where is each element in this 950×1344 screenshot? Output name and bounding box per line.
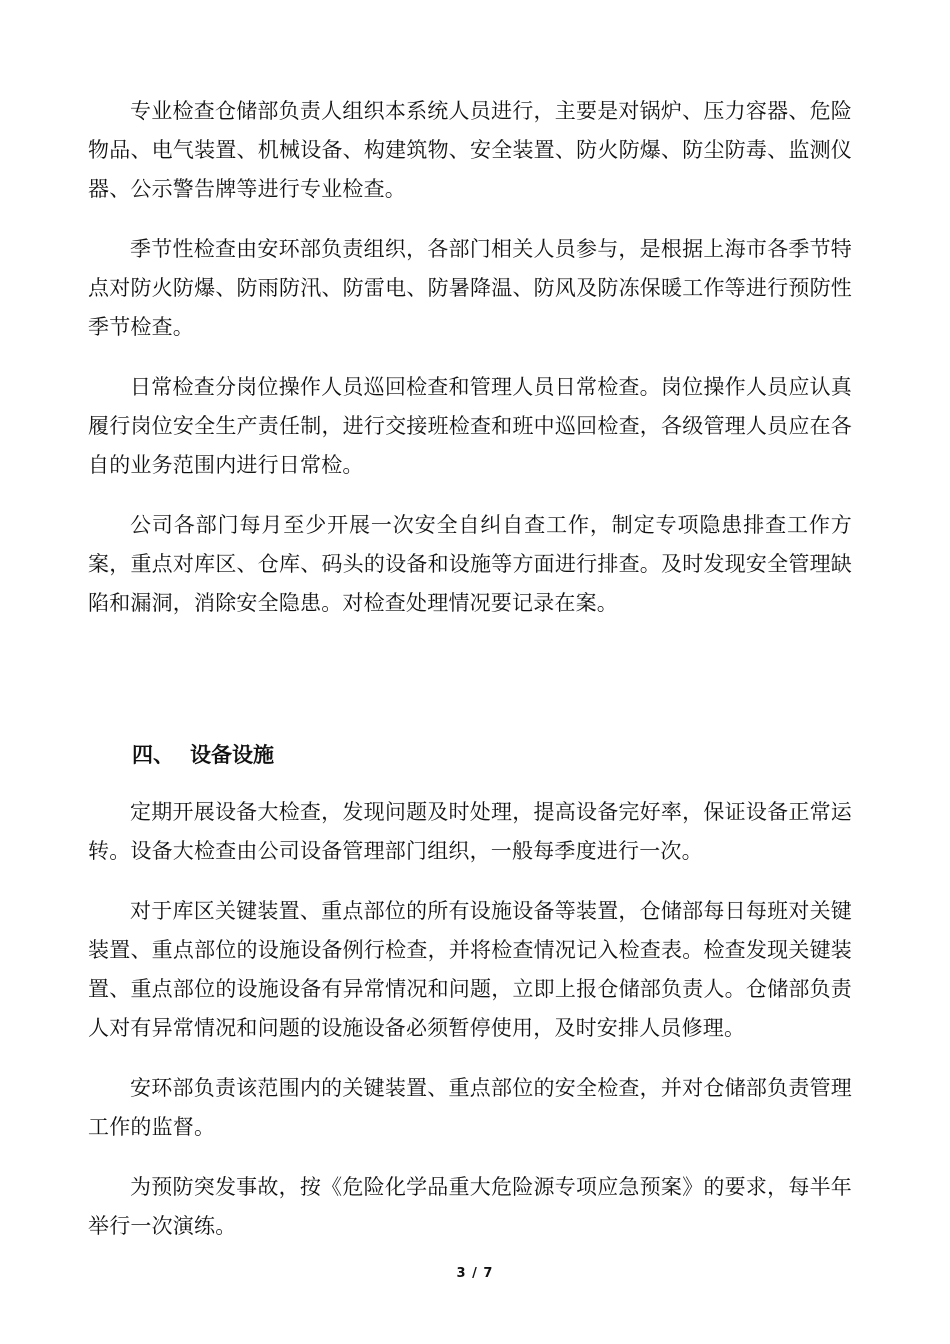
page-content	[88, 92, 852, 1267]
page-number: 3 / 7	[456, 1266, 494, 1281]
section-number: 四、	[132, 743, 174, 767]
paragraph-daily-inspection: 日常检查分岗位操作人员巡回检查和管理人员日常检查。岗位操作人员应认真履行岗位安全生产责任制，进行交接班检查和班中巡回检查，各级管理人员应在各自的业务范围内进行日常检。	[88, 375, 852, 477]
paragraph-professional-inspection: 专业检查仓储部负责人组织本系统人员进行，主要是对锅炉、压力容器、危险物品、电气装置、机械设备、构建筑物、安全装置、防火防爆、防尘防毒、监测仪器、公示警告牌等进行专业检查。	[88, 99, 852, 201]
paragraph-equipment-inspection: 定期开展设备大检查，发现问题及时处理，提高设备完好率，保证设备正常运转。设备大检查由公司设备管理部门组织，一般每季度进行一次。	[88, 800, 852, 863]
paragraph-monthly-self-check: 公司各部门每月至少开展一次安全自纠自查工作，制定专项隐患排查工作方案，重点对库区、仓库、码头的设备和设施等方面进行排查。及时发现安全管理缺陷和漏洞，消除安全隐患。对检查处理情况要记录在案。	[88, 513, 852, 615]
paragraph-emergency-drill: 为预防突发事故，按《危险化学品重大危险源专项应急预案》的要求，每半年举行一次演练。	[88, 1175, 852, 1238]
section-title: 设备设施	[190, 743, 274, 767]
paragraph-key-device-check: 对于库区关键装置、重点部位的所有设施设备等装置，仓储部每日每班对关键装置、重点部位的设施设备例行检查，并将检查情况记入检查表。检查发现关键装置、重点部位的设施设备有异常情况和问题，立即上报仓储部负责人。仓储部负责人对有异常情况和问题的设施设备必须暂停使用，及时安排人员修理。	[88, 899, 852, 1040]
section-heading	[88, 736, 852, 775]
section-spacer	[88, 644, 852, 736]
paragraph-seasonal-inspection: 季节性检查由安环部负责组织，各部门相关人员参与，是根据上海市各季节特点对防火防爆、防雨防汛、防雷电、防暑降温、防风及防冻保暖工作等进行预防性季节检查。	[88, 237, 852, 339]
paragraph-safety-supervision: 安环部负责该范围内的关键装置、重点部位的安全检查，并对仓储部负责管理工作的监督。	[88, 1076, 852, 1139]
